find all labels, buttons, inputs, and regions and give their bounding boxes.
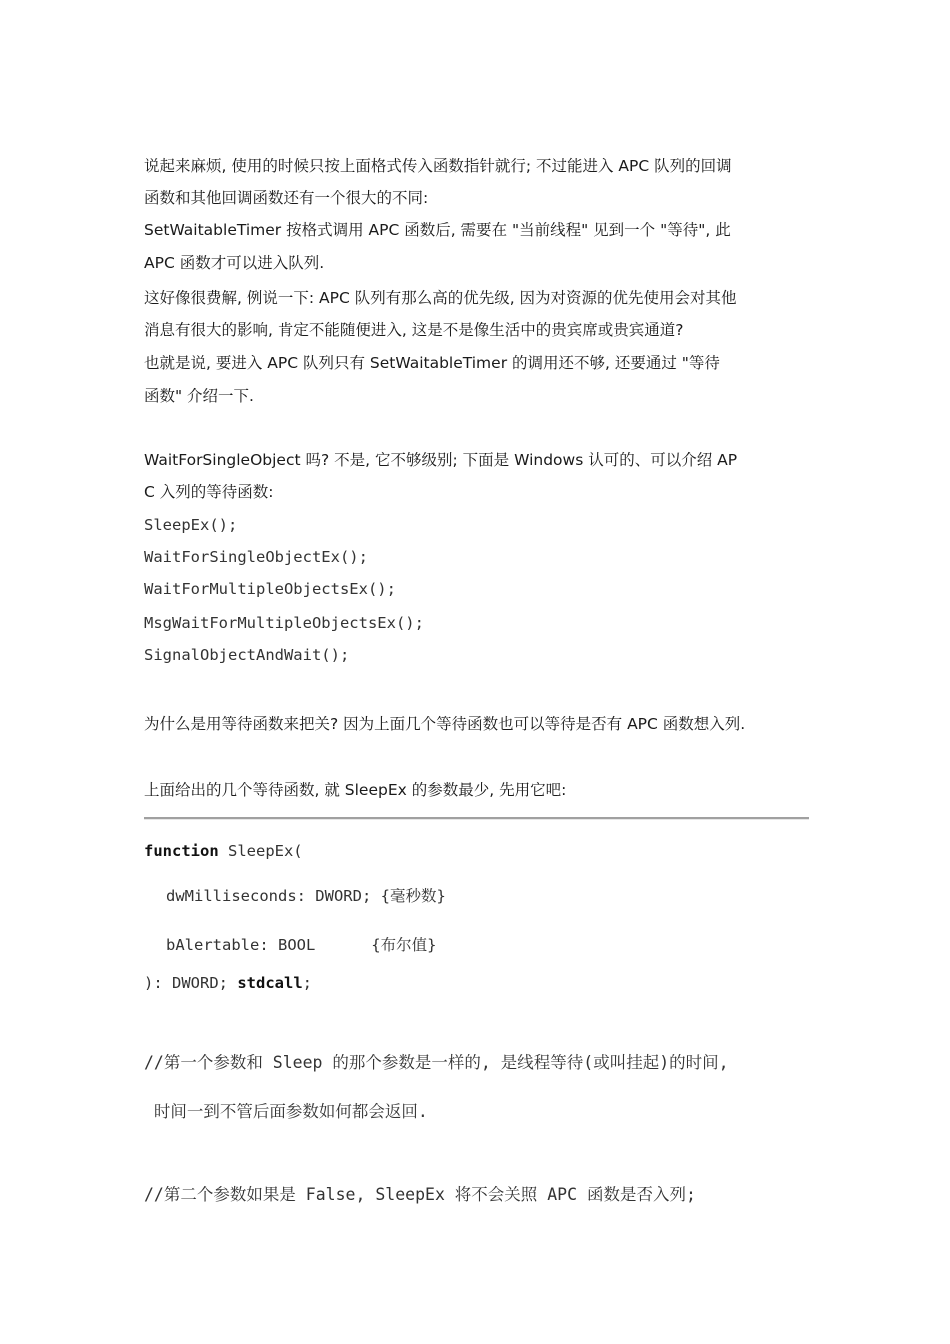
- code-keyword: function: [144, 842, 219, 860]
- code-line-function: [144, 842, 303, 860]
- paragraph-line: 上面给出的几个等待函数, 就 SleepEx 的参数最少, 先用它吧:: [144, 781, 567, 799]
- code-text: SleepEx(: [218, 842, 303, 860]
- paragraph-line: 函数和其他回调函数还有一个很大的不同:: [144, 189, 429, 207]
- wait-function-item: MsgWaitForMultipleObjectsEx();: [144, 614, 424, 632]
- paragraph-line: 函数" 介绍一下.: [144, 387, 254, 405]
- wait-function-item: WaitForSingleObjectEx();: [144, 548, 368, 566]
- wait-function-item: WaitForMultipleObjectsEx();: [144, 580, 396, 598]
- paragraph-line: 为什么是用等待函数来把关? 因为上面几个等待函数也可以等待是否有 APC 函数想入列.: [144, 715, 746, 733]
- code-line-close: [144, 974, 312, 992]
- horizontal-divider: [144, 817, 809, 820]
- code-text: ;: [302, 974, 312, 992]
- wait-function-item: SignalObjectAndWait();: [144, 646, 350, 664]
- code-keyword: stdcall: [237, 974, 303, 992]
- comment-line: //第二个参数如果是 False, SleepEx 将不会关照 APC 函数是否入列;: [144, 1185, 696, 1204]
- paragraph-line: 也就是说, 要进入 APC 队列只有 SetWaitableTimer 的调用还不够, 还要通过 "等待: [144, 354, 720, 372]
- comment-line: 时间一到不管后面参数如何都会返回.: [144, 1102, 428, 1121]
- paragraph-line: APC 函数才可以进入队列.: [144, 254, 325, 272]
- comment-line: //第一个参数和 Sleep 的那个参数是一样的, 是线程等待(或叫挂起)的时间,: [144, 1053, 729, 1072]
- code-text: ): DWORD;: [144, 974, 238, 992]
- code-line-param: bAlertable: BOOL {布尔值}: [166, 936, 437, 954]
- paragraph-line: 说起来麻烦, 使用的时候只按上面格式传入函数指针就行; 不过能进入 APC 队列的回调: [144, 157, 732, 175]
- wait-function-item: SleepEx();: [144, 516, 238, 534]
- paragraph-line: 这好像很费解, 例说一下: APC 队列有那么高的优先级, 因为对资源的优先使用会对其他: [144, 289, 737, 307]
- paragraph-line: SetWaitableTimer 按格式调用 APC 函数后, 需要在 "当前线程" 见到一个 "等待", 此: [144, 221, 731, 239]
- code-line-param: dwMilliseconds: DWORD; {毫秒数}: [166, 887, 446, 905]
- paragraph-line: C 入列的等待函数:: [144, 483, 274, 501]
- paragraph-line: WaitForSingleObject 吗? 不是, 它不够级别; 下面是 Windows 认可的、可以介绍 AP: [144, 451, 738, 469]
- paragraph-line: 消息有很大的影响, 肯定不能随便进入, 这是不是像生活中的贵宾席或贵宾通道?: [144, 321, 684, 339]
